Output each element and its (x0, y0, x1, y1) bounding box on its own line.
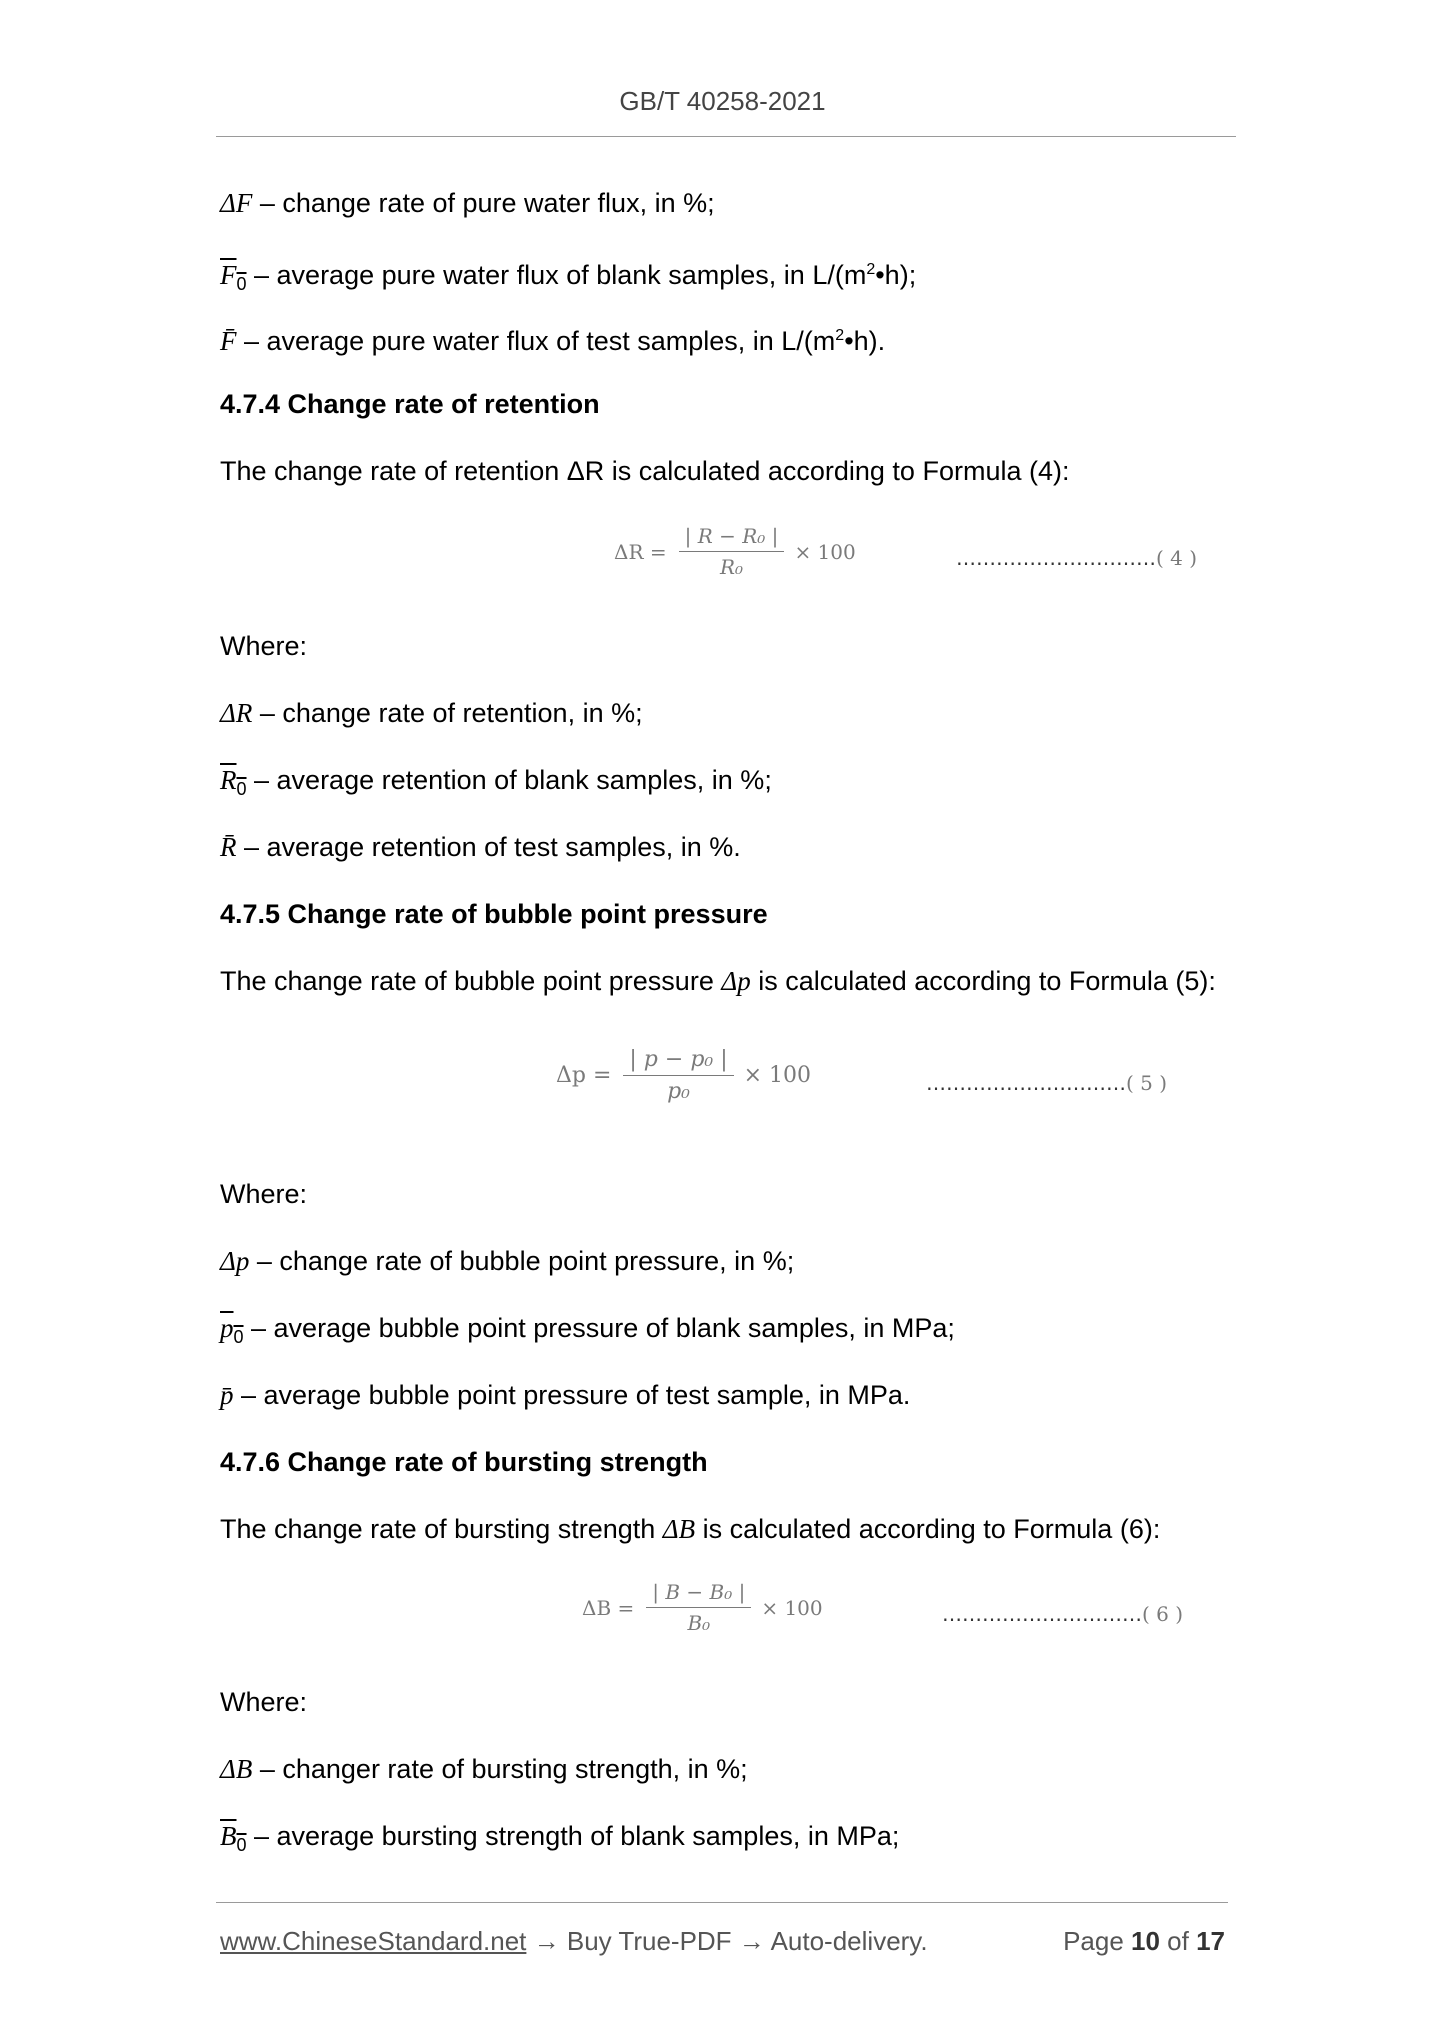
definition-f0: $F_0$ – average pure water flux of blank samples, in $L/(m^2•h)$; (220, 260, 917, 294)
definition-b0: $B_0$ – average bursting strength of blank samples, in MPa; (220, 1821, 900, 1855)
formula-6 (0, 1576, 1445, 1656)
definition-r-bar: R̄ – average retention of test samples, in %. (220, 832, 741, 862)
symbol: F̄ (220, 326, 237, 356)
website-link[interactable]: www.ChineseStandard.net (220, 1926, 527, 1956)
page-number: Page 10 of 17 (1063, 1926, 1225, 1956)
formula-5-number: ( 5 ) (1126, 1071, 1168, 1095)
header-rule (216, 136, 1236, 137)
formula-4-leader: …………………………( 4 ) (956, 546, 1198, 570)
formula-5-leader: …………………………( 5 ) (926, 1071, 1168, 1095)
footer-rule (216, 1902, 1228, 1903)
formula-4-number: ( 4 ) (1156, 546, 1198, 570)
formula-4-equation: ΔR = $\frac{\text{| R − R₀ |}}{\text{R₀}}$ × 100 (614, 524, 856, 579)
formula-6-number: ( 6 ) (1142, 1602, 1184, 1626)
section-heading-4-7-5: 4.7.5 Change rate of bubble point pressure (220, 899, 768, 929)
section-heading-4-7-4: 4.7.4 Change rate of retention (220, 389, 600, 419)
symbol: ΔF (220, 188, 253, 218)
formula-4 (0, 520, 1445, 600)
definition-delta-r: ΔR – change rate of retention, in %; (220, 698, 643, 728)
definition-f-bar: F̄ – average pure water flux of test samples, in $L/(m^2•h)$. (220, 326, 886, 356)
formula-6-leader: …………………………( 6 ) (942, 1602, 1184, 1626)
symbol: $F_0$ (220, 260, 247, 294)
where-label: Where: (220, 1687, 308, 1717)
definition-text: – average pure water flux of test samples, in L/(m (236, 326, 836, 356)
where-label: Where: (220, 1179, 308, 1209)
definition-text: – average pure water flux of blank samples, in L/(m (246, 260, 867, 290)
definition-delta-b: ΔB – changer rate of bursting strength, in %; (220, 1754, 748, 1784)
section-heading-4-7-6: 4.7.6 Change rate of bursting strength (220, 1447, 708, 1477)
document-code-header: GB/T 40258-2021 (619, 86, 826, 116)
footer-promo (220, 1926, 928, 1957)
footer-tagline: → Buy True-PDF → Auto-delivery. (526, 1926, 928, 1956)
definition-text: – change rate of pure water flux, in %; (252, 188, 715, 218)
definition-delta-f (220, 187, 715, 219)
definition-p-bar: p̄ – average bubble point pressure of test sample, in MPa. (220, 1380, 911, 1410)
definition-delta-p: Δp – change rate of bubble point pressure, in %; (220, 1246, 795, 1276)
definition-r0: $R_0$ – average retention of blank samples, in %; (220, 765, 772, 799)
paragraph-formula-5-intro: The change rate of bubble point pressure Δp is calculated according to Formula (5): (220, 966, 1216, 996)
formula-5 (0, 1043, 1445, 1123)
paragraph-formula-4-intro: The change rate of retention ΔR is calculated according to Formula (4): (220, 456, 1070, 486)
paragraph-formula-6-intro: The change rate of bursting strength ΔB is calculated according to Formula (6): (220, 1514, 1161, 1544)
formula-5-equation: Δp = $\frac{\text{| p − p₀ |}}{\text{p₀}}$ × 100 (556, 1047, 812, 1104)
formula-6-equation: ΔB = $\frac{\text{| B − B₀ |}}{\text{B₀}}$ × 100 (582, 1580, 823, 1635)
definition-p0: $p_0$ – average bubble point pressure of blank samples, in MPa; (220, 1313, 955, 1347)
where-label: Where: (220, 631, 308, 661)
